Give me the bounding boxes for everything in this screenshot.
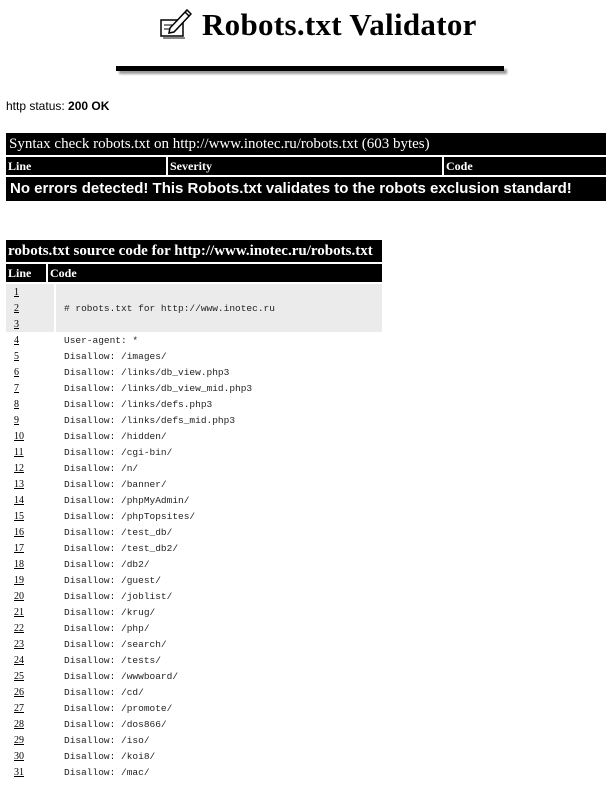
line-number-link[interactable]: 12 [14,462,24,474]
code-line: Disallow: /iso/ [64,734,150,746]
line-number-link[interactable]: 2 [14,302,19,314]
line-number-cell [6,700,56,716]
code-line: Disallow: /links/defs_mid.php3 [64,414,236,426]
line-number-cell [6,732,56,748]
table-row [6,316,382,332]
line-number-link[interactable]: 28 [14,718,24,730]
code-line: Disallow: /phpMyAdmin/ [64,494,190,506]
line-number-link[interactable]: 14 [14,494,24,506]
line-number-cell [6,748,56,764]
page-title: Robots.txt Validator [202,7,477,42]
code-line: Disallow: /koi8/ [64,750,156,762]
http-status-value: 200 OK [68,99,110,113]
line-number-cell [6,444,56,460]
syntax-check-panel [6,133,606,201]
validation-result-message: No errors detected! This Robots.txt validates to the robots exclusion standard! [6,177,606,201]
table-row [6,588,382,604]
code-line: Disallow: /krug/ [64,606,156,618]
line-number-cell [6,684,56,700]
code-line: Disallow: /links/defs.php3 [64,398,213,410]
code-line: Disallow: /banner/ [64,478,167,490]
line-number-cell [6,508,56,524]
table-row [6,556,382,572]
column-header-severity: Severity [168,157,442,175]
line-number-link[interactable]: 18 [14,558,24,570]
line-number-cell [6,716,56,732]
line-number-cell [6,652,56,668]
syntax-check-columns [6,157,606,175]
code-line: Disallow: /dos866/ [64,718,167,730]
table-row [6,380,382,396]
line-number-link[interactable]: 1 [14,286,19,298]
code-line: # robots.txt for http://www.inotec.ru [56,300,382,316]
syntax-check-title-text: Syntax check robots.txt on http://www.inotec.ru/robots.txt [9,136,358,152]
line-number-cell [6,572,56,588]
line-number-link[interactable]: 17 [14,542,24,554]
column-header-line: Line [6,264,46,282]
code-line: Disallow: /guest/ [64,574,161,586]
table-row [6,444,382,460]
line-number-cell [6,668,56,684]
table-row [6,364,382,380]
table-row [6,748,382,764]
table-row [6,524,382,540]
table-row [6,540,382,556]
line-number-cell [6,332,56,348]
line-number-link[interactable]: 21 [14,606,24,618]
code-line: Disallow: /links/db_view.php3 [64,366,230,378]
table-row [6,460,382,476]
line-number-cell [6,524,56,540]
table-row [6,300,382,316]
code-line: Disallow: /hidden/ [64,430,167,442]
table-row [6,396,382,412]
syntax-check-title [6,133,606,155]
line-number-link[interactable]: 29 [14,734,24,746]
line-number-cell [6,588,56,604]
line-number-link[interactable]: 16 [14,526,24,538]
column-header-line: Line [6,157,166,175]
table-row [6,684,382,700]
line-number-link[interactable]: 24 [14,654,24,666]
line-number-link[interactable]: 11 [14,446,24,458]
line-number-cell [6,412,56,428]
table-row [6,620,382,636]
http-status-label: http status: [6,99,65,113]
code-line: Disallow: /cgi-bin/ [64,446,173,458]
code-line: Disallow: /test_db/ [64,526,173,538]
code-line [56,316,382,332]
line-number-link[interactable]: 19 [14,574,24,586]
line-number-link[interactable]: 25 [14,670,24,682]
line-number-link[interactable]: 8 [14,398,19,410]
table-row [6,508,382,524]
line-number-link[interactable]: 4 [14,334,19,346]
source-code-columns [6,264,382,282]
line-number-cell [6,764,56,780]
line-number-link[interactable]: 7 [14,382,19,394]
file-size: (603 bytes) [361,136,430,152]
line-number-link[interactable]: 13 [14,478,24,490]
line-number-cell [6,364,56,380]
line-number-cell [6,284,56,300]
line-number-cell [6,348,56,364]
pencil-check-icon [158,6,192,40]
line-number-link[interactable]: 10 [14,430,24,442]
column-header-code: Code [48,264,382,282]
code-line: Disallow: /n/ [64,462,139,474]
line-number-link[interactable]: 20 [14,590,24,602]
line-number-link[interactable]: 3 [14,318,19,330]
table-row [6,412,382,428]
code-line: Disallow: /test_db2/ [64,542,179,554]
code-line: Disallow: /mac/ [64,766,150,778]
line-number-cell [6,636,56,652]
line-number-link[interactable]: 9 [14,414,19,426]
line-number-cell [6,620,56,636]
table-row [6,716,382,732]
line-number-link[interactable]: 31 [14,766,24,778]
table-row [6,764,382,780]
code-line: Disallow: /php/ [64,622,150,634]
line-number-link[interactable]: 30 [14,750,24,762]
code-line: Disallow: /search/ [64,638,167,650]
code-line: Disallow: /db2/ [64,558,150,570]
line-number-link[interactable]: 6 [14,366,19,378]
table-row [6,668,382,684]
table-row [6,572,382,588]
code-line: Disallow: /promote/ [64,702,173,714]
code-line: Disallow: /wwwboard/ [64,670,179,682]
table-row [6,476,382,492]
line-number-link[interactable]: 15 [14,510,24,522]
line-number-cell [6,428,56,444]
line-number-cell [6,300,56,316]
table-row [6,732,382,748]
code-line: Disallow: /joblist/ [64,590,173,602]
table-row [6,428,382,444]
code-line: Disallow: /cd/ [64,686,144,698]
line-number-cell [6,540,56,556]
code-line: Disallow: /phpTopsites/ [64,510,196,522]
line-number-cell [6,604,56,620]
table-row [6,492,382,508]
table-row [6,652,382,668]
table-row [6,700,382,716]
code-line: Disallow: /links/db_view_mid.php3 [64,382,253,394]
line-number-cell [6,380,56,396]
page-header [0,0,614,60]
column-header-code: Code [444,157,606,175]
table-row [6,636,382,652]
table-row [6,348,382,364]
table-row [6,604,382,620]
http-status [6,99,109,113]
table-row [6,284,382,300]
line-number-link[interactable]: 5 [14,350,19,362]
line-number-cell [6,460,56,476]
line-number-link[interactable]: 22 [14,622,24,634]
line-number-link[interactable]: 26 [14,686,24,698]
line-number-cell [6,492,56,508]
line-number-link[interactable]: 27 [14,702,24,714]
title-divider [116,66,504,71]
table-row [6,332,382,348]
line-number-link[interactable]: 23 [14,638,24,650]
code-line: Disallow: /tests/ [64,654,161,666]
source-code-panel [6,240,382,780]
code-line [56,284,382,300]
code-line: User-agent: * [64,334,139,346]
source-code-table [6,284,382,780]
line-number-cell [6,556,56,572]
source-code-title: robots.txt source code for http://www.inotec.ru/robots.txt [6,240,382,262]
code-line: Disallow: /images/ [64,350,167,362]
line-number-cell [6,316,56,332]
line-number-cell [6,476,56,492]
line-number-cell [6,396,56,412]
